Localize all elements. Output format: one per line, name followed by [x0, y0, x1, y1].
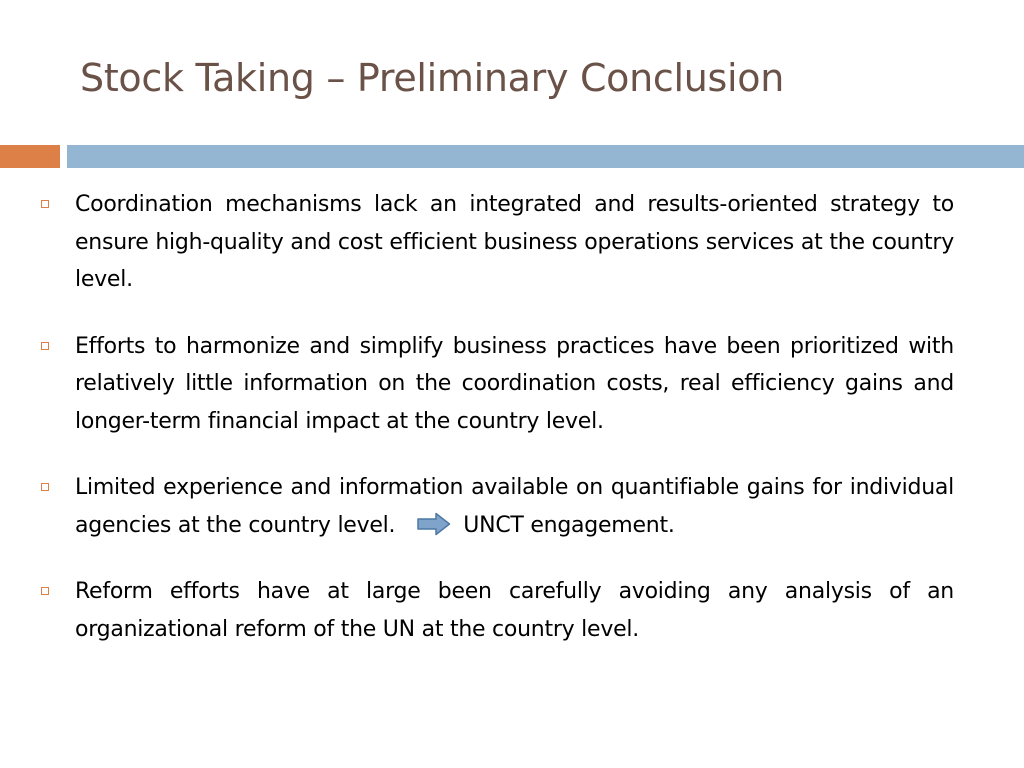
bullet-item	[40, 469, 954, 544]
bullet-text: Reform efforts have at large been carefully avoiding any analysis of an organizational reform of the UN at the country level.	[75, 579, 954, 642]
bullet-item	[40, 328, 954, 441]
bullet-text-after-arrow: UNCT engagement.	[463, 512, 675, 538]
bullet-text: Efforts to harmonize and simplify business practices have been prioritized with relatively little information on the coordination costs, real efficiency gains and longer-term financial impact at the country level.	[75, 333, 954, 434]
bullet-list	[40, 186, 954, 677]
bullet-text: Limited experience and information available on quantifiable gains for individual agencies at the country level.	[75, 475, 954, 538]
square-bullet-icon	[41, 483, 49, 491]
right-arrow-icon	[417, 512, 451, 536]
title-rule-accent	[0, 145, 60, 168]
square-bullet-icon	[41, 342, 49, 350]
bullet-item	[40, 186, 954, 299]
square-bullet-icon	[41, 200, 49, 208]
square-bullet-icon	[41, 587, 49, 595]
bullet-text: Coordination mechanisms lack an integrated and results-oriented strategy to ensure high-quality and cost efficient business operations services at the country level.	[75, 192, 954, 292]
slide-title: Stock Taking – Preliminary Conclusion	[80, 56, 785, 100]
bullet-item	[40, 573, 954, 648]
bullet-text-with-arrow	[75, 469, 954, 544]
title-rule-bar	[67, 145, 1024, 168]
